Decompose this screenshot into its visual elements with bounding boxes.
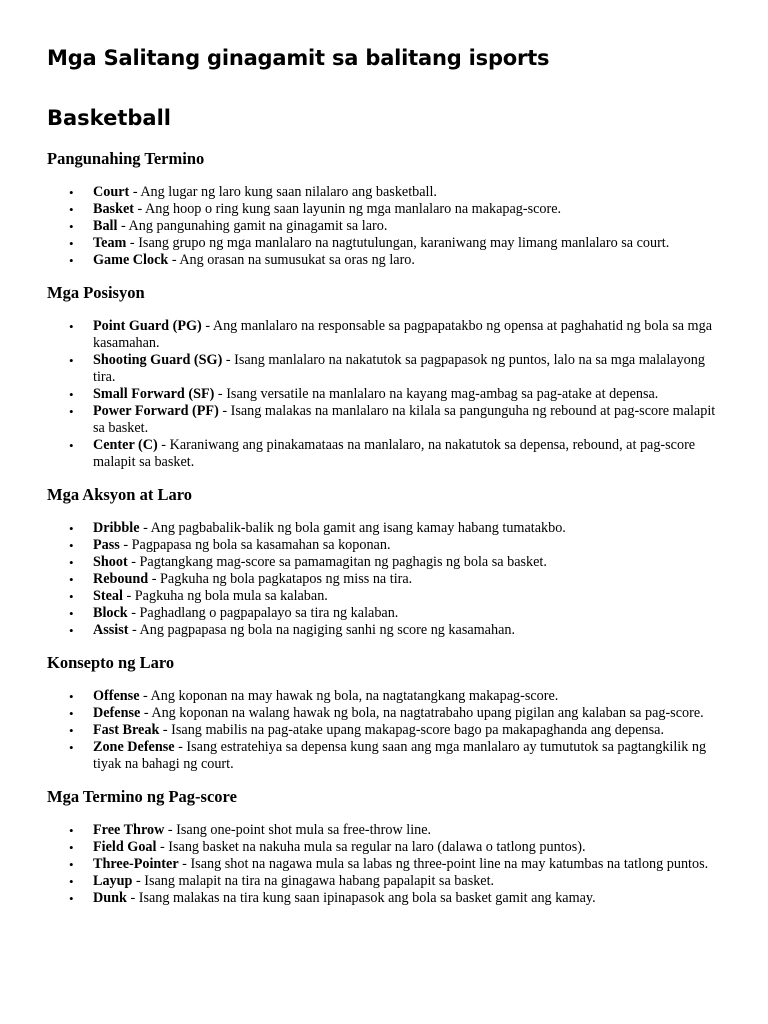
term-list (47, 822, 727, 907)
term-name: Block (93, 605, 128, 621)
bullet-icon: • (69, 185, 74, 200)
list-item: • Assist - Ang pagpapasa ng bola na nagiging sanhi ng score ng kasamahan. (69, 622, 516, 638)
list-item: • Zone Defense - Isang estratehiya sa depensa kung saan ang mga manlalaro ay tumututok sa pagtangkilik ng tiyak na bahagi ng court. (69, 739, 707, 772)
bullet-icon: • (69, 353, 74, 368)
list-item: • Fast Break - Isang mabilis na pag-atake upang makapag-score bago pa makapaghanda ang depensa. (69, 722, 664, 738)
term-name: Small Forward (SF) (93, 386, 215, 402)
term-description: Isang malakas na tira kung saan ipinapasok ang bola sa basket gamit ang kamay. (138, 890, 596, 906)
section-heading: Konsepto ng Laro (47, 653, 175, 672)
term-name: Point Guard (PG) (93, 318, 202, 334)
term-description: Isang estratehiya sa depensa kung saan ang mga manlalaro ay tumututok sa pagtangkilik ng tiyak na bahagi ng court. (93, 739, 707, 772)
term-description: Isang mabilis na pag-atake upang makapag-score bago pa makapaghanda ang depensa. (171, 722, 664, 738)
section-heading: Mga Aksyon at Laro (47, 485, 193, 504)
bullet-icon: • (69, 404, 74, 419)
document-subtitle: Basketball (47, 106, 171, 130)
list-item: • Team - Isang grupo ng mga manlalaro na nagtutulungan, karaniwang may limang manlalaro sa court. (69, 235, 670, 251)
bullet-icon: • (69, 538, 74, 553)
bullet-icon: • (69, 623, 74, 638)
term-name: Assist (93, 622, 129, 638)
list-item: • Offense - Ang koponan na may hawak ng bola, na nagtatangkang makapag-score. (69, 688, 559, 704)
term-description: Ang pangunahing gamit na ginagamit sa laro. (128, 218, 388, 234)
section-heading: Mga Posisyon (47, 283, 145, 302)
bullet-icon: • (69, 689, 74, 704)
list-item: • Court - Ang lugar ng laro kung saan nilalaro ang basketball. (69, 184, 437, 200)
term-name: Defense (93, 705, 141, 721)
bullet-icon: • (69, 253, 74, 268)
term-list (47, 520, 727, 639)
document-body (47, 148, 727, 920)
list-item: • Shoot - Pagtangkang mag-score sa pamamagitan ng paghagis ng bola sa basket. (69, 554, 547, 570)
term-description: Isang shot na nagawa mula sa labas ng three-point line na may katumbas na tatlong puntos. (190, 856, 709, 872)
term-name: Center (C) (93, 437, 158, 453)
term-name: Game Clock (93, 252, 169, 268)
term-name: Dribble (93, 520, 140, 536)
list-item: • Dribble - Ang pagbabalik-balik ng bola gamit ang isang kamay habang tumatakbo. (69, 520, 566, 536)
bullet-icon: • (69, 874, 74, 889)
bullet-icon: • (69, 387, 74, 402)
list-item: • Block - Paghadlang o pagpapalayo sa tira ng kalaban. (69, 605, 399, 621)
term-description: Ang lugar ng laro kung saan nilalaro ang basketball. (140, 184, 437, 200)
list-item: • Ball - Ang pangunahing gamit na ginagamit sa laro. (69, 218, 388, 234)
term-description: Pagkuha ng bola pagkatapos ng miss na tira. (160, 571, 413, 587)
term-description: Isang versatile na manlalaro na kayang mag-ambag sa pag-atake at depensa. (226, 386, 659, 402)
term-name: Dunk (93, 890, 127, 906)
bullet-icon: • (69, 589, 74, 604)
bullet-icon: • (69, 891, 74, 906)
section-mga-aksyon-at-laro (47, 484, 727, 639)
term-description: Ang koponan na walang hawak ng bola, na nagtatrabaho upang pigilan ang kalaban sa pag-score. (151, 705, 704, 721)
term-name: Shooting Guard (SG) (93, 352, 223, 368)
term-name: Fast Break (93, 722, 160, 738)
list-item: • Center (C) - Karaniwang ang pinakamataas na manlalaro, na nakatutok sa depensa, rebound, at pag-score malapit sa basket. (69, 437, 696, 470)
bullet-icon: • (69, 236, 74, 251)
list-item: • Free Throw - Isang one-point shot mula sa free-throw line. (69, 822, 432, 838)
bullet-icon: • (69, 555, 74, 570)
list-item: • Basket - Ang hoop o ring kung saan layunin ng mga manlalaro na makapag-score. (69, 201, 562, 217)
term-description: Ang koponan na may hawak ng bola, na nagtatangkang makapag-score. (150, 688, 559, 704)
bullet-icon: • (69, 840, 74, 855)
term-description: Isang manlalaro na nakatutok sa pagpapasok ng puntos, lalo na sa mga malalayong tira. (93, 352, 705, 385)
term-name: Steal (93, 588, 123, 604)
bullet-icon: • (69, 740, 74, 755)
term-list (47, 688, 727, 773)
term-name: Court (93, 184, 130, 200)
bullet-icon: • (69, 857, 74, 872)
list-item: • Field Goal - Isang basket na nakuha mula sa regular na laro (dalawa o tatlong puntos). (69, 839, 586, 855)
term-description: Ang orasan na sumusukat sa oras ng laro. (179, 252, 415, 268)
list-item: • Three-Pointer - Isang shot na nagawa mula sa labas ng three-point line na may katumbas na tatlong puntos. (69, 856, 709, 872)
term-description: Isang basket na nakuha mula sa regular na laro (dalawa o tatlong puntos). (168, 839, 586, 855)
term-name: Team (93, 235, 127, 251)
bullet-icon: • (69, 202, 74, 217)
term-name: Zone Defense (93, 739, 175, 755)
term-description: Ang hoop o ring kung saan layunin ng mga manlalaro na makapag-score. (145, 201, 562, 217)
term-description: Paghadlang o pagpapalayo sa tira ng kalaban. (139, 605, 399, 621)
term-name: Offense (93, 688, 140, 704)
list-item: • Pass - Pagpapasa ng bola sa kasamahan sa koponan. (69, 537, 391, 553)
term-name: Layup (93, 873, 133, 889)
term-name: Power Forward (PF) (93, 403, 219, 419)
section-heading: Pangunahing Termino (47, 149, 205, 168)
term-description: Ang manlalaro na responsable sa pagpapatakbo ng opensa at paghahatid ng bola sa mga kasamahan. (93, 318, 712, 351)
term-name: Field Goal (93, 839, 157, 855)
term-description: Karaniwang ang pinakamataas na manlalaro, na nakatutok sa depensa, rebound, at pag-score malapit sa basket. (93, 437, 696, 470)
term-description: Pagkuha ng bola mula sa kalaban. (134, 588, 328, 604)
term-name: Free Throw (93, 822, 165, 838)
term-list (47, 318, 727, 471)
bullet-icon: • (69, 823, 74, 838)
term-name: Shoot (93, 554, 128, 570)
term-description: Pagpapasa ng bola sa kasamahan sa koponan. (131, 537, 391, 553)
list-item: • Layup - Isang malapit na tira na ginagawa habang papalapit sa basket. (69, 873, 495, 889)
bullet-icon: • (69, 606, 74, 621)
term-list (47, 184, 727, 269)
list-item: • Power Forward (PF) - Isang malakas na manlalaro na kilala sa pangunguha ng rebound at pag-score malapit sa basket. (69, 403, 716, 436)
section-konsepto-ng-laro (47, 652, 727, 773)
list-item: • Shooting Guard (SG) - Isang manlalaro na nakatutok sa pagpapasok ng puntos, lalo na sa mga malalayong tira. (69, 352, 705, 385)
term-description: Ang pagpapasa ng bola na nagiging sanhi ng score ng kasamahan. (139, 622, 516, 638)
bullet-icon: • (69, 438, 74, 453)
list-item: • Game Clock - Ang orasan na sumusukat sa oras ng laro. (69, 252, 415, 268)
bullet-icon: • (69, 572, 74, 587)
list-item: • Dunk - Isang malakas na tira kung saan ipinapasok ang bola sa basket gamit ang kamay. (69, 890, 596, 906)
list-item: • Point Guard (PG) - Ang manlalaro na responsable sa pagpapatakbo ng opensa at paghahatid ng bola sa mga kasamahan. (69, 318, 712, 351)
bullet-icon: • (69, 319, 74, 334)
section-pangunahing-termino (47, 148, 727, 269)
term-description: Isang malapit na tira na ginagawa habang papalapit sa basket. (144, 873, 495, 889)
term-name: Rebound (93, 571, 149, 587)
term-description: Isang malakas na manlalaro na kilala sa pangunguha ng rebound at pag-score malapit sa basket. (93, 403, 716, 436)
bullet-icon: • (69, 723, 74, 738)
document-title: Mga Salitang ginagamit sa balitang isports (47, 46, 550, 70)
term-description: Isang one-point shot mula sa free-throw line. (176, 822, 432, 838)
term-description: Ang pagbabalik-balik ng bola gamit ang isang kamay habang tumatakbo. (150, 520, 566, 536)
section-heading: Mga Termino ng Pag-score (47, 787, 237, 806)
bullet-icon: • (69, 706, 74, 721)
term-name: Pass (93, 537, 120, 553)
list-item: • Rebound - Pagkuha ng bola pagkatapos ng miss na tira. (69, 571, 413, 587)
term-name: Three-Pointer (93, 856, 179, 872)
section-mga-termino-ng-pag-score (47, 786, 727, 907)
list-item: • Defense - Ang koponan na walang hawak ng bola, na nagtatrabaho upang pigilan ang kalaban sa pag-score. (69, 705, 704, 721)
bullet-icon: • (69, 219, 74, 234)
term-description: Pagtangkang mag-score sa pamamagitan ng paghagis ng bola sa basket. (139, 554, 547, 570)
section-mga-posisyon (47, 282, 727, 471)
list-item: • Small Forward (SF) - Isang versatile na manlalaro na kayang mag-ambag sa pag-atake at depensa. (69, 386, 659, 402)
list-item: • Steal - Pagkuha ng bola mula sa kalaban. (69, 588, 328, 604)
term-name: Ball (93, 218, 118, 234)
term-name: Basket (93, 201, 134, 217)
bullet-icon: • (69, 521, 74, 536)
term-description: Isang grupo ng mga manlalaro na nagtutulungan, karaniwang may limang manlalaro sa court. (138, 235, 670, 251)
